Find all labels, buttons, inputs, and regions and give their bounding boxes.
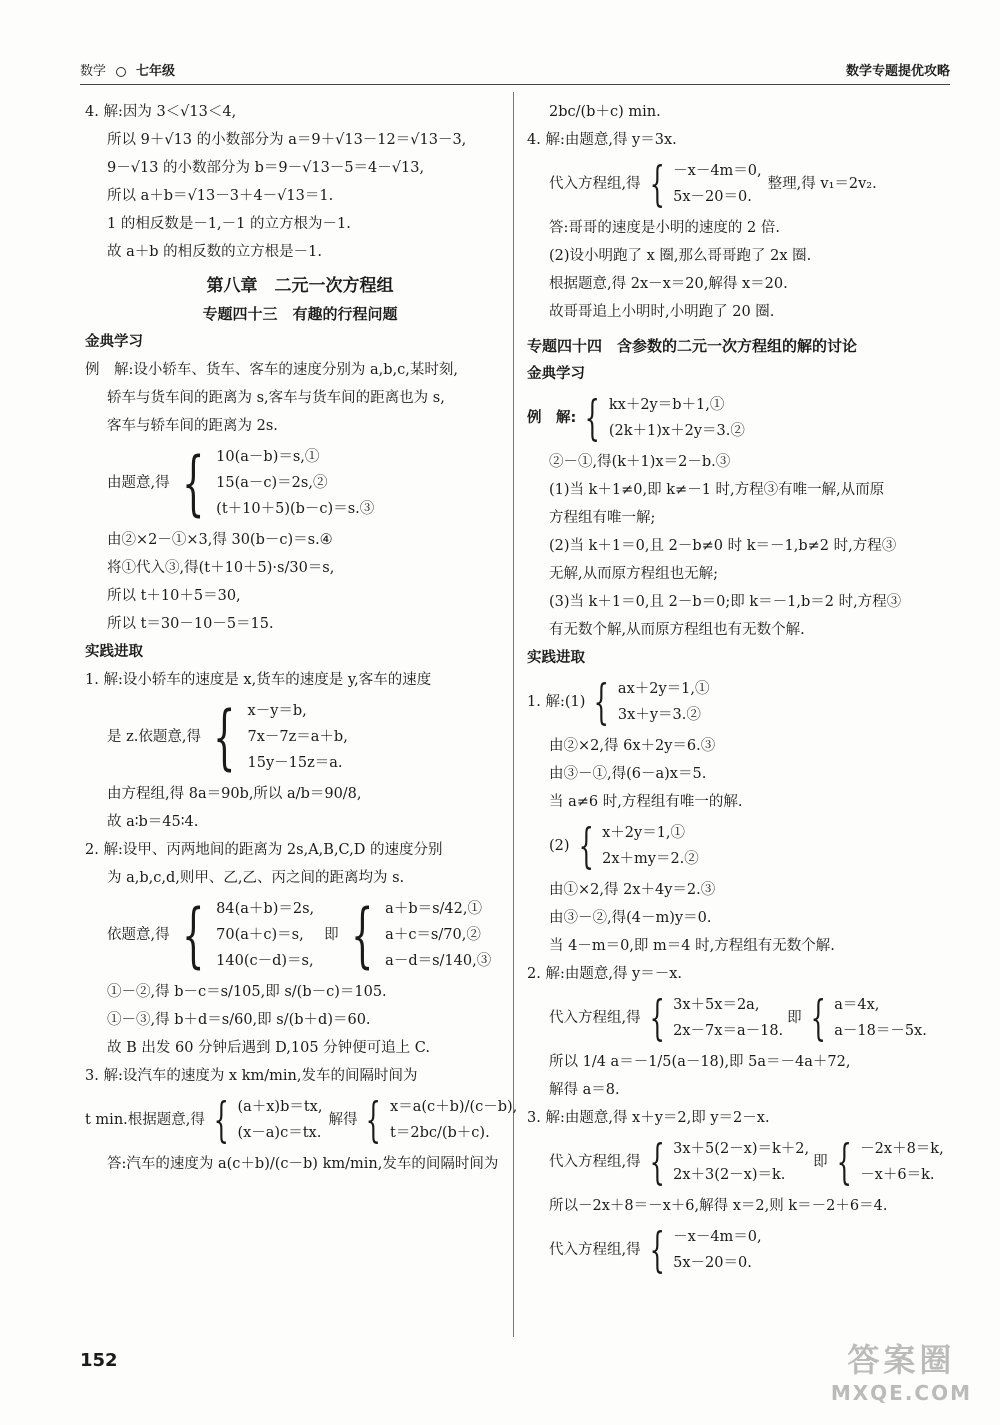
- text-line: 当 a≠6 时,方程组有唯一的解.: [549, 794, 743, 810]
- answer-3-solution: [85, 1150, 515, 1178]
- answer-2-block: [527, 960, 967, 988]
- text-line: a＋c＝s/70,②: [385, 927, 481, 943]
- text-line: a＋b＝s/42,①: [385, 901, 482, 917]
- text-line: 84(a＋b)＝2s,: [216, 901, 315, 917]
- text-line: 轿车与货车间的距离为 s,客车与货车间的距离也为 s,: [107, 390, 445, 406]
- brace-icon: {: [366, 1092, 382, 1148]
- watermark-url: MXQE.COM: [830, 1381, 972, 1405]
- text-line: (2k＋1)x＋2y＝3.②: [608, 423, 745, 439]
- text-line: x－y＝b,: [247, 703, 307, 719]
- system-label: 由题意,得: [107, 475, 170, 491]
- text-line: 15(a－c)＝2s,②: [216, 475, 328, 491]
- text-line: 4. 解:因为 3＜√13＜4,: [85, 104, 237, 120]
- system-label: 依题意,得: [107, 927, 170, 943]
- text-line: 10(a－b)＝s,①: [216, 449, 320, 465]
- text-line: a－d＝s/140,③: [385, 953, 492, 969]
- text-line: (2)当 k＋1＝0,且 2－b≠0 时 k＝－1,b≠2 时,方程③: [549, 538, 897, 554]
- answer-4-system: [527, 158, 967, 210]
- answer-3-system: [85, 1092, 518, 1148]
- answer-1-system: [85, 698, 515, 776]
- text-line: 所以 t＝30－10－5＝15.: [107, 616, 274, 632]
- equation-list: [673, 1224, 762, 1276]
- series-title: 数学专题提优攻略: [845, 64, 950, 79]
- text-line: 2. 解:设甲、丙两地间的距离为 2s,A,B,C,D 的速度分别: [85, 842, 443, 858]
- text-line: 所以 1/4 a＝－1/5(a－18),即 5a＝－4a＋72,: [549, 1054, 851, 1070]
- example-solution: [85, 526, 515, 638]
- system-label: t min.根据题意,得: [85, 1112, 205, 1128]
- text-line: 所以 t＋10＋5＝30,: [107, 588, 241, 604]
- system-label: 代入方程组,得: [549, 1010, 641, 1026]
- text-line: 7x－7z＝a＋b,: [247, 729, 348, 745]
- text-line: 答:哥哥的速度是小明的速度的 2 倍.: [549, 220, 780, 236]
- text-line: 由③－②,得(4－m)y＝0.: [549, 910, 712, 926]
- text-line: 故哥哥追上小明时,小明跑了 20 圈.: [549, 304, 775, 320]
- text-line: 3. 解:由题意,得 x＋y＝2,即 y＝2－x.: [527, 1110, 770, 1126]
- system-label: 1. 解:(1): [527, 694, 586, 710]
- equation-list: [673, 992, 783, 1044]
- equation-list: [385, 896, 491, 974]
- text-line: x＝a(c＋b)/(c－b),: [390, 1099, 518, 1115]
- text-line: 由③－①,得(6－a)x＝5.: [549, 766, 707, 782]
- grade-label: 七年级: [136, 64, 176, 79]
- answer-1-block: [85, 666, 515, 694]
- text-line: 所以 9＋√13 的小数部分为 a＝9＋√13－12＝√13－3,: [107, 132, 467, 148]
- text-line: 客车与轿车间的距离为 2s.: [107, 418, 278, 434]
- text-line: 9－√13 的小数部分为 b＝9－√13－5＝4－√13,: [107, 160, 425, 176]
- equation-list: [673, 1136, 809, 1188]
- text-line: ①－③,得 b＋d＝s/60,即 s/(b＋d)＝60.: [107, 1012, 371, 1028]
- answer-3-block: [85, 1062, 515, 1090]
- watermark-logo: [831, 1335, 972, 1405]
- equation-list: [216, 444, 374, 522]
- answer-3-system: [527, 1136, 967, 1188]
- text-line: 由②×2－①×3,得 30(b－c)＝s.④: [107, 532, 333, 548]
- equation-list: [860, 1136, 944, 1188]
- text-line: 3x＋5x＝2a,: [673, 997, 760, 1013]
- subject-label: 数学: [80, 64, 107, 79]
- right-column: [527, 98, 967, 1280]
- text-line: －x＋6＝k.: [860, 1167, 935, 1183]
- text-line: a－18＝－5x.: [834, 1023, 927, 1039]
- text-line: 故 a＋b 的相反数的立方根是－1.: [107, 244, 322, 260]
- topic-43-title: 专题四十三 有趣的行程问题: [202, 305, 398, 323]
- equation-list: [237, 1094, 322, 1146]
- text-line: 3x＋y＝3.②: [617, 707, 701, 723]
- equation-list: [216, 896, 314, 974]
- text-line: 5x－20＝0.: [673, 1255, 752, 1271]
- text-line: 根据题意,得 2x－x＝20,解得 x＝20.: [549, 276, 788, 292]
- brace-icon: {: [181, 894, 205, 976]
- answer-1-solution: [527, 732, 967, 816]
- chapter-title: 第八章 二元一次方程组: [206, 276, 394, 296]
- text-line: 答:汽车的速度为 a(c＋b)/(c－b) km/min,发车的间隔时间为: [107, 1156, 499, 1172]
- text-line: 70(a＋c)＝s,: [216, 927, 304, 943]
- brace-icon: {: [649, 1222, 665, 1278]
- example-block: [85, 356, 515, 440]
- brace-icon: {: [181, 442, 205, 524]
- text-line: 2bc/(b＋c) min.: [549, 104, 661, 120]
- answer-1-solution: [85, 780, 515, 836]
- equation-list: [673, 158, 762, 210]
- text-line: ②－①,得(k＋1)x＝2－b.③: [549, 454, 731, 470]
- system-connector: 解得: [328, 1112, 358, 1128]
- equation-list: [248, 698, 348, 776]
- text-line: 由②×2,得 6x＋2y＝6.③: [549, 738, 716, 754]
- answer-2-solution: [527, 1048, 967, 1104]
- text-line: 3. 解:设汽车的速度为 x km/min,发车的间隔时间为: [85, 1068, 418, 1084]
- text-line: 无解,从而原方程组也无解;: [549, 566, 718, 582]
- system-result: 整理,得 v₁＝2v₂.: [767, 176, 877, 192]
- text-line: 为 a,b,c,d,则甲、乙,乙、丙之间的距离均为 s.: [107, 870, 405, 886]
- text-line: t＝2bc/(b＋c).: [390, 1125, 490, 1141]
- text-line: 3x＋5(2－x)＝k＋2,: [673, 1141, 810, 1157]
- system-label: (2): [549, 838, 570, 854]
- circle-icon: [116, 67, 126, 77]
- answer-1-system: [527, 676, 967, 728]
- text-line: 方程组有唯一解;: [549, 510, 656, 526]
- system-connector: 即: [813, 1154, 828, 1170]
- continued-answer: [527, 98, 967, 126]
- brace-icon: {: [350, 894, 374, 976]
- page-header: [80, 60, 950, 85]
- system-label: 例 解:: [527, 410, 577, 426]
- system-connector: 即: [324, 927, 339, 943]
- equation-list: [618, 676, 710, 728]
- brace-icon: {: [649, 156, 665, 212]
- answer-1b-system: [527, 820, 967, 872]
- equation-list: [390, 1094, 517, 1146]
- answer-3-block: [527, 1104, 967, 1132]
- system-label: 是 z.依题意,得: [107, 729, 201, 745]
- text-line: 2. 解:由题意,得 y＝－x.: [527, 966, 683, 982]
- text-line: 解得 a＝8.: [549, 1082, 620, 1098]
- brace-icon: {: [810, 990, 826, 1046]
- watermark-text: 答案圈: [847, 1341, 956, 1379]
- equation-list: [602, 820, 699, 872]
- text-line: 故 B 出发 60 分钟后遇到 D,105 分钟便可追上 C.: [107, 1040, 430, 1056]
- text-line: 例 解:设小轿车、货车、客车的速度分别为 a,b,c,某时刻,: [85, 362, 458, 378]
- answer-1b-solution: [527, 876, 967, 960]
- text-line: 2x－7x＝a－18.: [673, 1023, 784, 1039]
- text-line: kx＋2y＝b＋1,①: [608, 397, 725, 413]
- text-line: (1)当 k＋1≠0,即 k≠－1 时,方程③有唯一解,从而原: [549, 482, 885, 498]
- equation-list: [609, 392, 745, 444]
- answer-4-block: [527, 126, 967, 154]
- answer-2-block: [85, 836, 515, 892]
- answer-3-solution: [527, 1192, 967, 1220]
- example-system: [527, 392, 967, 444]
- text-line: x＋2y＝1,①: [602, 825, 686, 841]
- text-line: ax＋2y＝1,①: [617, 681, 710, 697]
- text-line: 由方程组,得 8a＝90b,所以 a/b＝90/8,: [107, 786, 362, 802]
- brace-icon: {: [213, 696, 236, 778]
- text-line: －2x＋8＝k,: [860, 1141, 944, 1157]
- text-line: 2x＋my＝2.②: [602, 851, 699, 867]
- left-column: [85, 98, 518, 1178]
- section-heading-study: 金典学习: [85, 334, 143, 350]
- example-system: [85, 444, 515, 522]
- answer-2-solution: [85, 978, 515, 1062]
- text-line: 故 a∶b＝45∶4.: [107, 814, 199, 830]
- text-line: 5x－20＝0.: [673, 189, 752, 205]
- brace-icon: {: [213, 1092, 229, 1148]
- section-heading-practice: 实践进取: [85, 644, 143, 660]
- text-line: (t＋10＋5)(b－c)＝s.③: [216, 501, 375, 517]
- section-heading-practice: 实践进取: [527, 650, 585, 666]
- text-line: 有无数个解,从而原方程组也有无数个解.: [549, 622, 805, 638]
- brace-icon: {: [578, 818, 594, 874]
- text-line: －x－4m＝0,: [673, 163, 762, 179]
- text-line: －x－4m＝0,: [673, 1229, 762, 1245]
- brace-icon: {: [649, 1134, 665, 1190]
- text-line: 当 4－m＝0,即 m＝4 时,方程组有无数个解.: [549, 938, 835, 954]
- system-label: 代入方程组,得: [549, 1154, 641, 1170]
- answer-4b-system: [527, 1224, 967, 1276]
- topic-44-title: 专题四十四 含参数的二元一次方程组的解的讨论: [527, 337, 858, 355]
- text-line: ①－②,得 b－c＝s/105,即 s/(b－c)＝105.: [107, 984, 387, 1000]
- system-connector: 即: [787, 1010, 802, 1026]
- text-line: 将①代入③,得(t＋10＋5)·s/30＝s,: [107, 560, 335, 576]
- header-left: [80, 60, 175, 79]
- example-solution: [527, 448, 967, 644]
- system-label: 代入方程组,得: [549, 176, 641, 192]
- answer-4-solution: [527, 214, 967, 326]
- text-line: (a＋x)b＝tx,: [237, 1099, 323, 1115]
- text-line: 由①×2,得 2x＋4y＝2.③: [549, 882, 716, 898]
- system-label: 代入方程组,得: [549, 1242, 641, 1258]
- section-heading-study: 金典学习: [527, 366, 585, 382]
- text-line: 1 的相反数是－1,－1 的立方根为－1.: [107, 216, 351, 232]
- brace-icon: {: [584, 390, 601, 446]
- text-line: (3)当 k＋1＝0,且 2－b＝0;即 k＝－1,b＝2 时,方程③: [549, 594, 902, 610]
- text-line: 4. 解:由题意,得 y＝3x.: [527, 132, 677, 148]
- brace-icon: {: [836, 1134, 852, 1190]
- brace-icon: {: [594, 674, 610, 730]
- text-line: 2x＋3(2－x)＝k.: [673, 1167, 786, 1183]
- brace-icon: {: [649, 990, 665, 1046]
- answer-2-system: [85, 896, 515, 974]
- answer-4-block: [85, 98, 515, 266]
- text-line: 1. 解:设小轿车的速度是 x,货车的速度是 y,客车的速度: [85, 672, 432, 688]
- text-line: 所以 a＋b＝√13－3＋4－√13＝1.: [107, 188, 334, 204]
- page-number: 152: [80, 1350, 118, 1371]
- text-line: 15y－15z＝a.: [247, 755, 343, 771]
- answer-2-system: [527, 992, 967, 1044]
- text-line: 140(c－d)＝s,: [216, 953, 314, 969]
- equation-list: [834, 992, 927, 1044]
- text-line: 所以－2x＋8＝－x＋6,解得 x＝2,则 k＝－2＋6＝4.: [549, 1198, 888, 1214]
- text-line: (x－a)c＝tx.: [237, 1125, 322, 1141]
- text-line: a＝4x,: [834, 997, 880, 1013]
- text-line: (2)设小明跑了 x 圈,那么哥哥跑了 2x 圈.: [549, 248, 812, 264]
